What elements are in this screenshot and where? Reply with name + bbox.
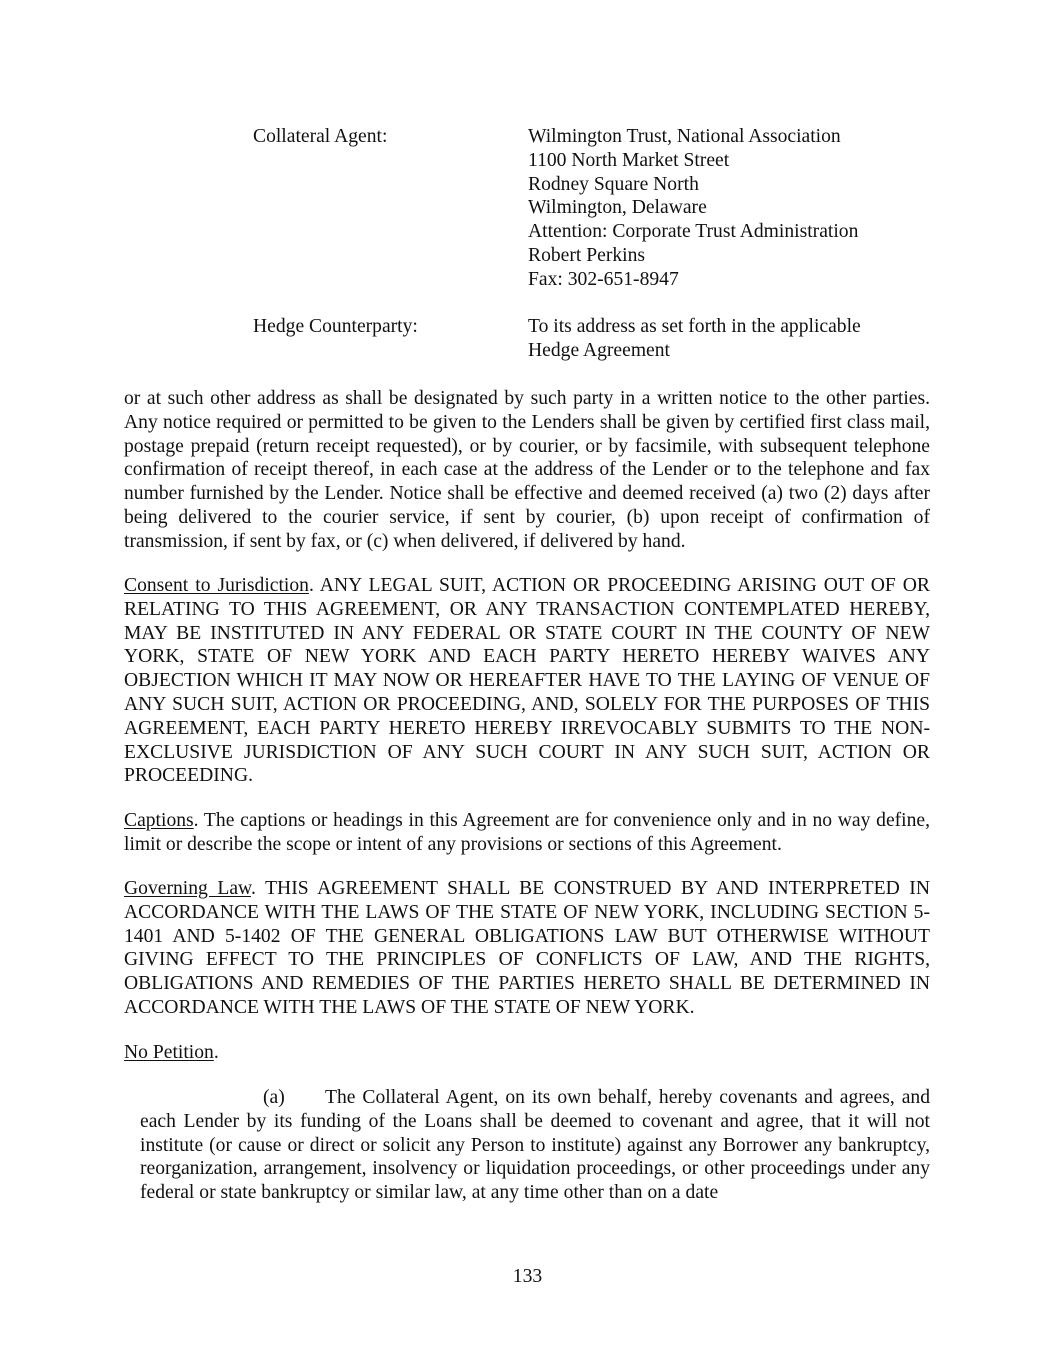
- collateral-agent-address: [253, 125, 953, 292]
- section-body: . ANY LEGAL SUIT, ACTION OR PROCEEDING ARISING OUT OF OR RELATING TO THIS AGREEMENT, OR ANY TRANSACTION CONTEMPLATED HEREBY, MAY BE INSTITUTED IN ANY FEDERAL OR STATE COURT IN THE COUNTY OF NEW YORK, STATE OF NEW YORK AND EACH PARTY HERETO HEREBY WAIVES ANY OBJECTION WHICH IT MAY NOW OR HEREAFTER HAVE TO THE LAYING OF VENUE OF ANY SUCH SUIT, ACTION OR PROCEEDING, AND, SOLELY FOR THE PURPOSES OF THIS AGREEMENT, EACH PARTY HERETO HEREBY IRREVOCABLY SUBMITS TO THE NON-EXCLUSIVE JURISDICTION OF ANY SUCH COURT IN ANY SUCH SUIT, ACTION OR PROCEEDING.: [124, 575, 930, 787]
- page-number: 133: [512, 1266, 543, 1287]
- item-text: The Collateral Agent, on its own behalf, hereby covenants and agrees, and each Lender by its funding of the Loans shall be deemed to covenant and agree, that it will not institute (or cause or direct or solicit any Person to institute) against any Borrower any bankruptcy, reorganization, arrangement, insolvency or liquidation proceedings, or other proceedings under any federal or state bankruptcy or similar law, at any time other than on a date: [140, 1087, 930, 1204]
- collateral-agent-label: Collateral Agent:: [253, 126, 388, 147]
- section-heading: Consent to Jurisdiction: [124, 575, 309, 596]
- address-line: Fax: 302-651-8947: [528, 268, 679, 290]
- address-line: Wilmington Trust, National Association: [528, 126, 841, 147]
- no-petition-heading: [124, 1041, 930, 1065]
- notice-paragraph: or at such other address as shall be designated by such party in a written notice to the other parties. Any notice required or permitted to be given to the Lenders shall be given by certified first class mail, postage prepaid (return receipt requested), or by courier, or by facsimile, with subsequent telephone confirmation of receipt thereof, in each case at the address of the Lender or to the telephone and fax number furnished by the Lender. Notice shall be effective and deemed received (a) two (2) days after being delivered to the courier service, if sent by courier, (b) upon receipt of confirmation of transmission, if sent by fax, or (c) when delivered, if delivered by hand.: [124, 388, 930, 552]
- item-marker: (a): [263, 1087, 285, 1108]
- address-line: Robert Perkins: [528, 244, 646, 266]
- hedge-counterparty-label: Hedge Counterparty:: [253, 316, 418, 337]
- section-heading: No Petition: [124, 1042, 214, 1063]
- heading-suffix: .: [213, 1042, 219, 1063]
- section-body: . THIS AGREEMENT SHALL BE CONSTRUED BY AND INTERPRETED IN ACCORDANCE WITH THE LAWS OF THE STATE OF NEW YORK, INCLUDING SECTION 5-1401 AND 5-1402 OF THE GENERAL OBLIGATIONS LAW BUT OTHERWISE WITHOUT GIVING EFFECT TO THE PRINCIPLES OF CONFLICTS OF LAW, AND THE RIGHTS, OBLIGATIONS AND REMEDIES OF THE PARTIES HERETO SHALL BE DETERMINED IN ACCORDANCE WITH THE LAWS OF THE STATE OF NEW YORK.: [124, 878, 930, 1018]
- hedge-counterparty-lines: [528, 315, 953, 363]
- collateral-agent-lines: [528, 125, 953, 292]
- address-line: Hedge Agreement: [528, 339, 670, 361]
- address-line: 1100 North Market Street: [528, 149, 730, 171]
- address-line: Attention: Corporate Trust Administration: [528, 221, 859, 243]
- section-heading: Governing Law: [124, 878, 251, 899]
- hedge-counterparty-address: [253, 315, 953, 363]
- captions-section: [124, 809, 930, 857]
- consent-to-jurisdiction-section: [124, 574, 930, 788]
- section-body: . The captions or headings in this Agreement are for convenience only and in no way define, limit or describe the scope or intent of any provisions or sections of this Agreement.: [124, 810, 930, 855]
- governing-law-section: [124, 877, 930, 1020]
- address-line: To its address as set forth in the applicable: [528, 316, 861, 337]
- section-heading: Captions: [124, 810, 194, 831]
- no-petition-item-a: [140, 1086, 930, 1205]
- address-line: Wilmington, Delaware: [528, 197, 707, 219]
- address-line: Rodney Square North: [528, 173, 699, 195]
